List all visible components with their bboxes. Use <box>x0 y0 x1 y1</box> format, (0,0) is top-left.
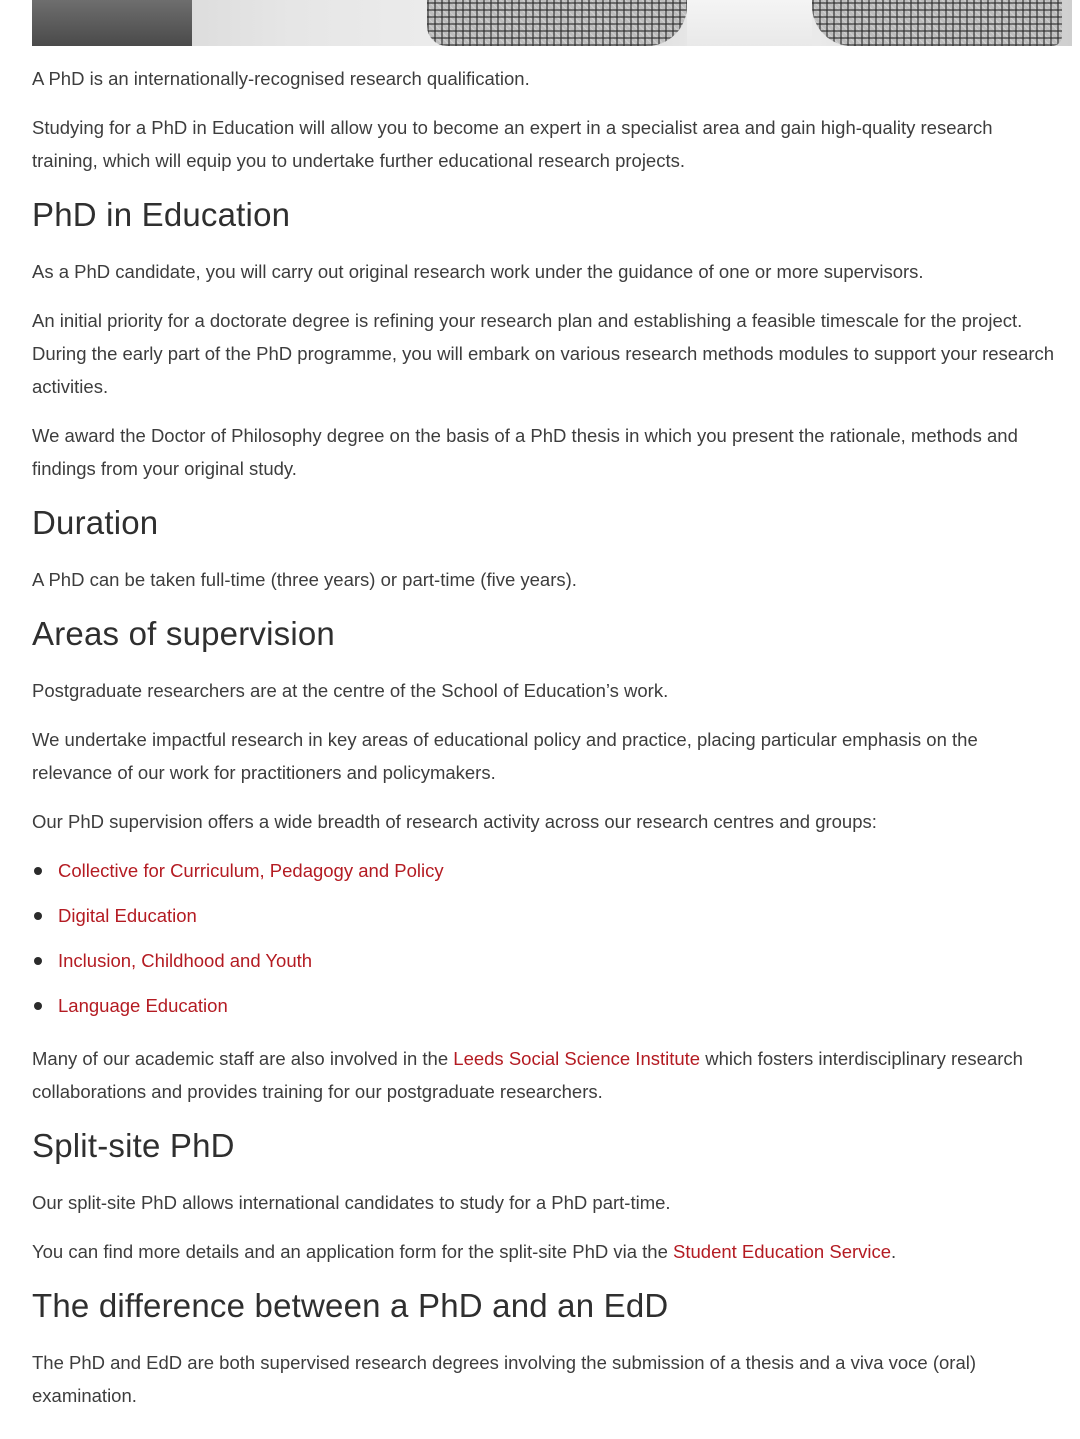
link-leeds-social-science-institute[interactable]: Leeds Social Science Institute <box>453 1048 701 1069</box>
hero-image-light-area <box>687 0 812 46</box>
split-site-paragraph-1: Our split-site PhD allows international candidates to study for a PhD part-time. <box>32 1192 671 1213</box>
heading-phd-in-education: PhD in Education <box>32 196 291 233</box>
bullet-icon <box>34 912 42 920</box>
split-site-paragraph-2 <box>32 1235 1056 1268</box>
heading-split-site-phd: Split-site PhD <box>32 1127 235 1164</box>
hero-image-dark-area <box>32 0 192 46</box>
bullet-icon <box>34 957 42 965</box>
heading-duration: Duration <box>32 504 159 541</box>
intro-paragraph-1: A PhD is an internationally-recognised research qualification. <box>32 68 530 89</box>
supervision-paragraph-2: We undertake impactful research in key areas of educational policy and practice, placing particular emphasis on the relevance of our work for practitioners and policymakers. <box>32 729 978 783</box>
phd-paragraph-2: An initial priority for a doctorate degree is refining your research plan and establishing a feasible timescale for the project. During the early part of the PhD programme, you will embark on various research methods modules to support your research activities. <box>32 310 1055 397</box>
list-item <box>32 944 1056 977</box>
supervision-paragraph-3: Our PhD supervision offers a wide breadth of research activity across our research centres and groups: <box>32 811 877 832</box>
hero-image-plaid-left <box>427 0 687 46</box>
difference-paragraph-1: The PhD and EdD are both supervised research degrees involving the submission of a thesis and a viva voce (oral) examination. <box>32 1352 977 1406</box>
link-collective-curriculum[interactable]: Collective for Curriculum, Pedagogy and Policy <box>58 860 444 881</box>
supervision-paragraph-4-text-a: Many of our academic staff are also involved in the <box>32 1048 454 1069</box>
link-digital-education[interactable]: Digital Education <box>58 905 197 926</box>
intro-paragraph-2: Studying for a PhD in Education will allow you to become an expert in a specialist area and gain high-quality research training, which will equip you to undertake further educational research projects. <box>32 117 993 171</box>
split-site-paragraph-2-text-b: . <box>891 1241 897 1262</box>
link-inclusion-childhood-youth[interactable]: Inclusion, Childhood and Youth <box>58 950 313 971</box>
bullet-icon <box>34 867 42 875</box>
phd-paragraph-1: As a PhD candidate, you will carry out original research work under the guidance of one or more supervisors. <box>32 261 924 282</box>
bullet-icon <box>34 1002 42 1010</box>
supervision-paragraph-4 <box>32 1042 1056 1108</box>
list-item <box>32 989 1056 1022</box>
split-site-paragraph-2-text-a: You can find more details and an application form for the split-site PhD via the <box>32 1241 674 1262</box>
list-item <box>32 899 1056 932</box>
heading-areas-of-supervision: Areas of supervision <box>32 615 335 652</box>
supervision-paragraph-4-text-b: which fosters interdisciplinary research collaborations and provides training for our postgraduate researchers. <box>32 1048 1023 1102</box>
supervision-paragraph-1: Postgraduate researchers are at the centre of the School of Education’s work. <box>32 680 669 701</box>
link-language-education[interactable]: Language Education <box>58 995 228 1016</box>
research-groups-list <box>32 854 1056 1022</box>
phd-paragraph-3: We award the Doctor of Philosophy degree on the basis of a PhD thesis in which you present the rationale, methods and findings from your original study. <box>32 425 1018 479</box>
heading-difference-phd-edd: The difference between a PhD and an EdD <box>32 1287 669 1324</box>
duration-paragraph: A PhD can be taken full-time (three years) or part-time (five years). <box>32 569 577 590</box>
list-item <box>32 854 1056 887</box>
hero-image <box>32 0 1072 46</box>
main-content <box>32 62 1056 1428</box>
link-student-education-service[interactable]: Student Education Service <box>673 1241 892 1262</box>
hero-image-plaid-right <box>812 0 1062 46</box>
